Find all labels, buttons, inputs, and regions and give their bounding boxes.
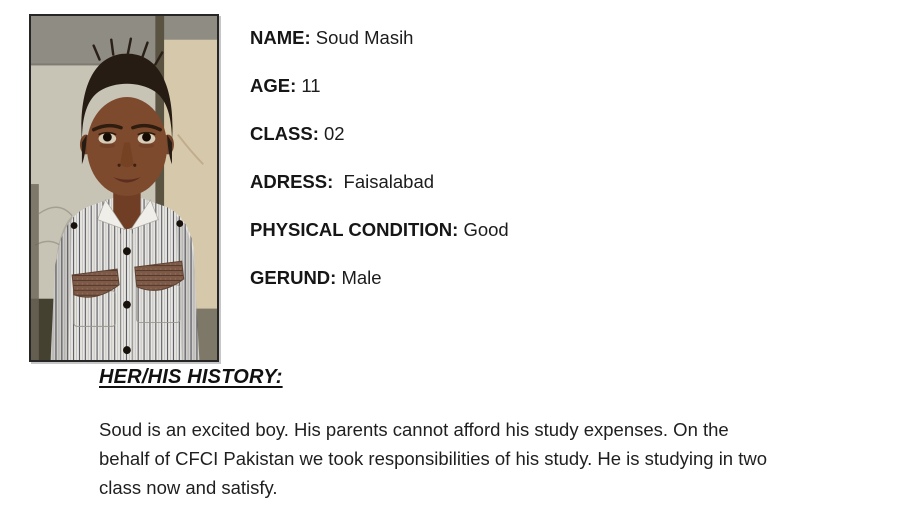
detail-row-age bbox=[250, 73, 509, 99]
shirt-button bbox=[123, 301, 131, 309]
epaulette-button bbox=[71, 222, 78, 229]
left-pupil bbox=[103, 133, 112, 142]
history-line: Soud is an excited boy. His parents cannot afford his study expenses. On the bbox=[99, 419, 729, 440]
history-line: behalf of CFCI Pakistan we took responsibilities of his study. He is studying in two bbox=[99, 448, 768, 469]
physical-condition-value: Good bbox=[463, 219, 509, 240]
gerund-label: GERUND: bbox=[250, 267, 337, 288]
detail-row-class bbox=[250, 121, 509, 147]
detail-row-gerund bbox=[250, 265, 509, 291]
physical-condition-label: PHYSICAL CONDITION: bbox=[250, 219, 459, 240]
gerund-value: Male bbox=[341, 267, 382, 288]
epaulette-button bbox=[176, 220, 183, 227]
name-value: Soud Masih bbox=[315, 27, 414, 48]
boy-portrait-illustration bbox=[31, 16, 217, 360]
age-label: AGE: bbox=[250, 75, 297, 96]
age-value: 11 bbox=[301, 75, 321, 96]
history-heading: HER/HIS HISTORY: bbox=[99, 366, 283, 388]
history-line: class now and satisfy. bbox=[99, 477, 278, 498]
student-photo bbox=[29, 14, 219, 362]
right-pupil bbox=[142, 133, 151, 142]
shirt-button bbox=[123, 247, 131, 255]
shirt-button bbox=[123, 346, 131, 354]
history-paragraph bbox=[99, 415, 889, 502]
name-label: NAME: bbox=[250, 27, 311, 48]
class-value: 02 bbox=[324, 123, 345, 144]
detail-row-name bbox=[250, 25, 509, 51]
address-value: Faisalabad bbox=[338, 171, 435, 192]
address-label: ADRESS: bbox=[250, 171, 334, 192]
student-details bbox=[250, 25, 509, 313]
class-label: CLASS: bbox=[250, 123, 319, 144]
detail-row-physical-condition bbox=[250, 217, 509, 243]
detail-row-address bbox=[250, 169, 509, 195]
